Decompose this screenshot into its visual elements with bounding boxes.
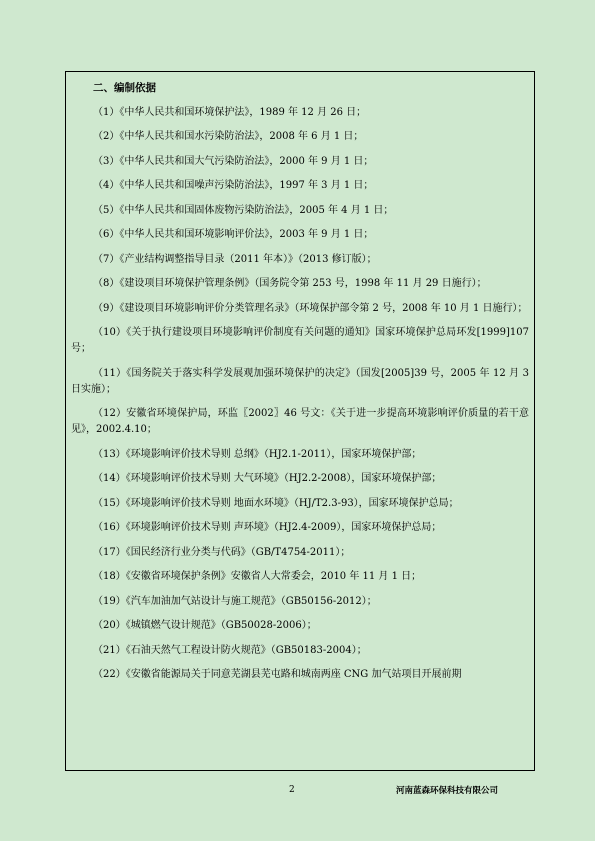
list-item: （11）《国务院关于落实科学发展观加强环境保护的决定》（国发[2005]39 号，2005 年 12 月 3 日实施）； xyxy=(71,367,529,395)
list-item: （16）《环境影响评价技术导则 声环境》（HJ2.4-2009），国家环境保护总局； xyxy=(93,522,442,533)
list-item: （5）《中华人民共和国固体废物污染防治法》，2005 年 4 月 1 日； xyxy=(93,204,394,216)
list-item: （3）《中华人民共和国大气污染防治法》，2000 年 9 月 1 日； xyxy=(93,155,374,167)
list-item: （4）《中华人民共和国噪声污染防治法》，1997 年 3 月 1 日； xyxy=(93,180,374,191)
list-item: （10）《关于执行建设项目环境影响评价制度有关问题的通知》国家环境保护总局环发[1999]107 号； xyxy=(71,327,529,354)
section-heading: 二、编制依据 xyxy=(93,82,156,94)
list-item: （13）《环境影响评价技术导则 总纲》（HJ2.1-2011），国家环境保护部； xyxy=(93,448,422,460)
page-number: 2 xyxy=(289,785,295,795)
list-item: （9）《建设项目环境影响评价分类管理名录》（环境保护部令第 2 号，2008 年 10 月 1 日施行）； xyxy=(93,302,528,314)
list-item: （14）《环境影响评价技术导则 大气环境》（HJ2.2-2008），国家环境保护部； xyxy=(93,473,442,484)
list-item: （7）《产业结构调整指导目录（2011 年本）》（2013 修订版）； xyxy=(93,253,377,265)
list-item: （2）《中华人民共和国水污染防治法》，2008 年 6 月 1 日； xyxy=(93,131,364,142)
list-item: （21）《石油天然气工程设计防火规范》（GB50183-2004）； xyxy=(93,644,367,656)
list-item: （22）《安徽省能源局关于同意芜湖县芜屯路和城南两座 CNG 加气站项目开展前期 xyxy=(93,669,462,680)
list-item: （15）《环境影响评价技术导则 地面水环境》（HJ/T2.3-93），国家环境保护总局； xyxy=(93,497,459,509)
company-name: 河南蓝森环保科技有限公司 xyxy=(396,786,499,796)
list-item: （19）《汽车加油加气站设计与施工规范》（GB50156-2012）； xyxy=(93,595,377,607)
list-item: （6）《中华人民共和国环境影响评价法》，2003 年 9 月 1 日； xyxy=(93,229,374,240)
list-item: （17）《国民经济行业分类与代码》（GB/T4754-2011）； xyxy=(93,546,351,558)
document-frame xyxy=(65,71,535,771)
list-item: （8）《建设项目环境保护管理条例》（国务院令第 253 号，1998 年 11 月 29 日施行）； xyxy=(93,278,487,289)
document-content xyxy=(71,80,529,692)
list-item: （20）《城镇燃气设计规范》（GB50028-2006）； xyxy=(93,620,317,631)
list-item: （1）《中华人民共和国环境保护法》，1989 年 12 月 26 日； xyxy=(93,106,367,118)
list-item: （12）安徽省环境保护局，环监〖2002〗46 号文：《关于进一步提高环境影响评价质量的若干意见》，2002.4.10； xyxy=(71,408,529,435)
list-item: （18）《安徽省环境保护条例》安徽省人大常委会，2010 年 11 月 1 日； xyxy=(93,571,422,582)
